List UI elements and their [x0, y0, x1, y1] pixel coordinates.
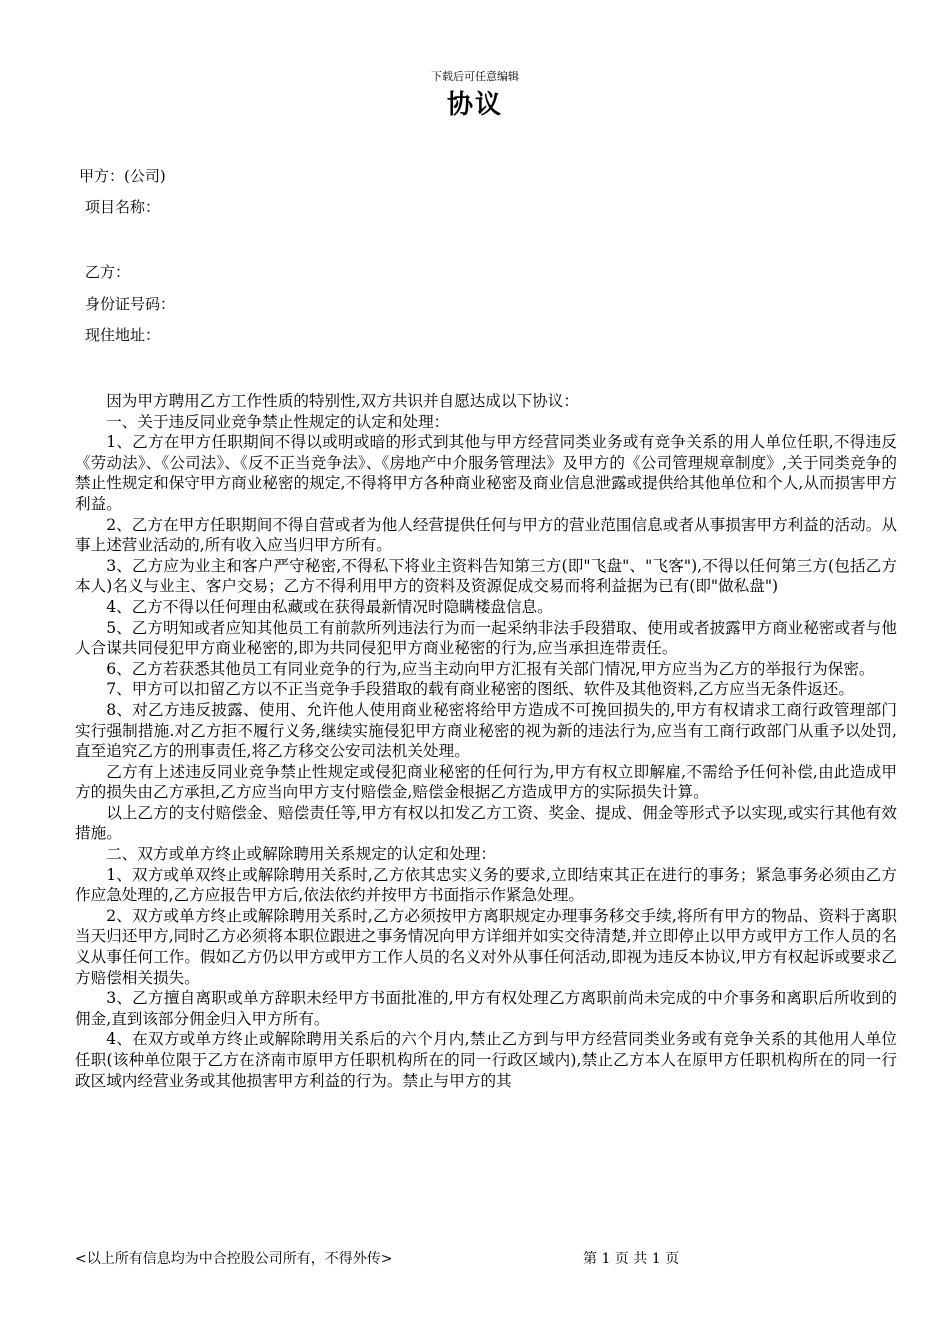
paragraph: 3、乙方应为业主和客户严守秘密,不得私下将业主资料告知第三方(即"飞盘"、"飞客"),不得以任何第三方(包括乙方本人)名义与业主、客户交易；乙方不得利用甲方的资料及资源促成交易而将利益据为已有(即"做私盘"): [75, 556, 897, 596]
project-name-field: 项目名称：: [85, 198, 161, 216]
footer-confidential-note: <以上所有信息均为中合控股公司所有，不得外传>: [75, 1251, 393, 1267]
section-heading: 二、双方或单方终止或解除聘用关系规定的认定和处理：: [106, 845, 497, 864]
paragraph: 3、乙方擅自离职或单方辞职未经甲方书面批准的,甲方有权处理乙方离职前尚未完成的中介事务和离职后所收到的佣金,直到该部分佣金归入甲方所有。: [75, 989, 897, 1028]
paragraph: 4、乙方不得以任何理由私藏或在获得最新情况时隐瞒楼盘信息。: [106, 597, 553, 616]
paragraph: 乙方有上述违反同业竞争禁止性规定或侵犯商业秘密的任何行为,甲方有权立即解雇,不需给予任何补偿,由此造成甲方的损失由乙方承担,乙方应当向甲方支付赔偿金,赔偿金根据乙方造成甲方的实际损失计算。: [75, 762, 897, 802]
document-title: 协议: [446, 90, 503, 120]
paragraph: 4、在双方或单方终止或解除聘用关系后的六个月内,禁止乙方到与甲方经营同类业务或有竞争关系的其他用人单位任职(该种单位限于乙方在济南市原甲方任职机构所在的同一行政区域内),禁止乙方本人在原甲方任职机构所在的同一行政区域内经营业务或其他损害甲方利益的行为。禁止与甲方的其: [75, 1030, 897, 1090]
agreement-body: [75, 391, 897, 1091]
paragraph: 1、双方或单双终止或解除聘用关系时,乙方依其忠实义务的要求,立即结束其正在进行的事务；紧急事务必须由乙方作应急处理的,乙方应报告甲方后,依法依约并按甲方书面指示作紧急处理。: [75, 865, 897, 905]
party-b-field: 乙方：: [85, 263, 131, 281]
paragraph: 1、乙方在甲方任职期间不得以或明或暗的形式到其他与甲方经营同类业务或有竞争关系的用人单位任职,不得违反《劳动法》、《公司法》、《反不正当竞争法》、《房地产中介服务管理法》及甲方的《公司管理规章制度》,关于同类竞争的禁止性规定和保守甲方商业秘密的规定,不得将甲方各种商业秘密及商业信息泄露或提供给其他单位和个人,从而损害甲方利益。: [75, 433, 897, 513]
page-number: 第 1 页 共 1 页: [583, 1251, 680, 1267]
editable-note: 下载后可任意编辑: [431, 70, 519, 83]
paragraph: 8、对乙方违反披露、使用、允许他人使用商业秘密将给甲方造成不可挽回损失的,甲方有权请求工商行政管理部门实行强制措施.对乙方拒不履行义务,继续实施侵犯甲方商业秘密的视为新的违法行为,应当有工商行政部门从重予以处罚,直至追究乙方的刑事责任,将乙方移交公安司法机关处理。: [75, 700, 897, 761]
paragraph: 6、乙方若获悉其他员工有同业竞争的行为,应当主动向甲方汇报有关部门情况,甲方应当为乙方的举报行为保密。: [106, 659, 875, 678]
section-heading: 一、关于违反同业竞争禁止性规定的认定和处理：: [106, 412, 450, 431]
party-a-field: 甲方：(公司): [79, 167, 166, 185]
paragraph: 2、双方或单方终止或解除聘用关系时,乙方必须按甲方离职规定办理事务移交手续,将所有甲方的物品、资料于离职当天归还甲方,同时乙方必须将本职位跟进之事务情况向甲方详细并如实交待清楚,并立即停止以甲方或甲方工作人员的名义从事任何工作。假如乙方仍以甲方或甲方工作人员的名义对外从事任何活动,即视为违反本协议,甲方有权起诉或要求乙方赔偿相关损失。: [75, 906, 897, 987]
paragraph: 以上乙方的支付赔偿金、赔偿责任等,甲方有权以扣发乙方工资、奖金、提成、佣金等形式予以实现,或实行其他有效措施。: [75, 803, 897, 843]
paragraph: 7、甲方可以扣留乙方以不正当竞争手段猎取的载有商业秘密的图纸、软件及其他资料,乙方应当无条件返还。: [106, 680, 854, 699]
paragraph: 因为甲方聘用乙方工作性质的特别性,双方共识并自愿达成以下协议：: [106, 392, 579, 410]
paragraph: 5、乙方明知或者应知其他员工有前款所列违法行为而一起采纳非法手段猎取、使用或者披露甲方商业秘密或者与他人合谋共同侵犯甲方商业秘密的,即为共同侵犯甲方商业秘密的行为,应当承担连带责任。: [75, 618, 897, 658]
id-number-field: 身份证号码：: [85, 295, 176, 313]
paragraph: 2、乙方在甲方任职期间不得自营或者为他人经营提供任何与甲方的营业范围信息或者从事损害甲方利益的活动。从事上述营业活动的,所有收入应当归甲方所有。: [75, 515, 897, 555]
address-field: 现住地址：: [85, 326, 161, 344]
